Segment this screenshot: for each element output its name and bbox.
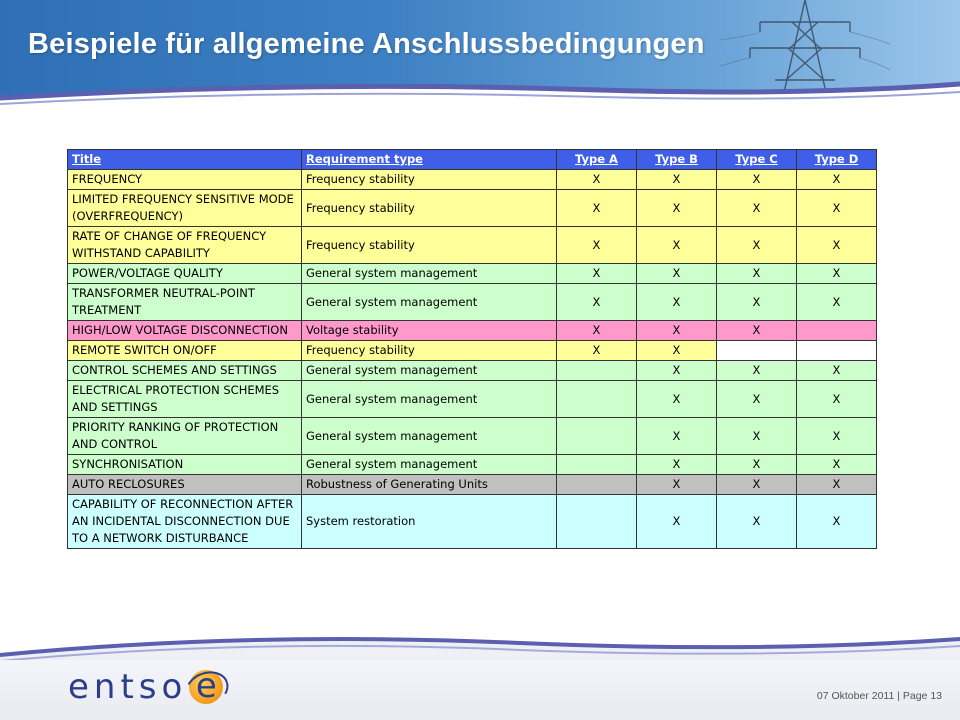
- row-type-b: X: [637, 418, 717, 455]
- table-row: [68, 418, 877, 455]
- row-title: TRANSFORMER NEUTRAL-POINT TREATMENT: [68, 284, 302, 321]
- row-type-d: X: [797, 381, 877, 418]
- row-type-a: X: [557, 227, 637, 264]
- row-type-c: X: [717, 361, 797, 381]
- row-type-b: X: [637, 264, 717, 284]
- row-title: SYNCHRONISATION: [68, 455, 302, 475]
- header-type-c: Type C: [717, 150, 797, 170]
- table-row: [68, 190, 877, 227]
- row-title: HIGH/LOW VOLTAGE DISCONNECTION: [68, 321, 302, 341]
- row-type-c: X: [717, 227, 797, 264]
- table-row: [68, 361, 877, 381]
- row-title: ELECTRICAL PROTECTION SCHEMES AND SETTINGS: [68, 381, 302, 418]
- row-type-d: X: [797, 284, 877, 321]
- table-row: [68, 455, 877, 475]
- row-type-a: [557, 381, 637, 418]
- row-title: REMOTE SWITCH ON/OFF: [68, 341, 302, 361]
- row-requirement: Frequency stability: [302, 190, 557, 227]
- row-type-b: X: [637, 495, 717, 549]
- table-row: [68, 264, 877, 284]
- row-type-d: X: [797, 495, 877, 549]
- row-requirement: General system management: [302, 418, 557, 455]
- row-type-b: X: [637, 170, 717, 190]
- requirements-table: [67, 149, 877, 549]
- row-requirement: General system management: [302, 264, 557, 284]
- row-requirement: General system management: [302, 455, 557, 475]
- row-type-a: [557, 475, 637, 495]
- table-row: [68, 321, 877, 341]
- header-type-d: Type D: [797, 150, 877, 170]
- row-requirement: System restoration: [302, 495, 557, 549]
- row-title: CAPABILITY OF RECONNECTION AFTER AN INCIDENTAL DISCONNECTION DUE TO A NETWORK DISTURBANCE: [68, 495, 302, 549]
- footer-date-page: 07 Oktober 2011 | Page 13: [816, 690, 942, 702]
- slide-header: [0, 0, 960, 110]
- row-requirement: General system management: [302, 284, 557, 321]
- table-row: [68, 381, 877, 418]
- row-type-d: X: [797, 190, 877, 227]
- table-row: [68, 495, 877, 549]
- row-type-b: X: [637, 361, 717, 381]
- row-title: RATE OF CHANGE OF FREQUENCY WITHSTAND CAPABILITY: [68, 227, 302, 264]
- row-type-c: [717, 341, 797, 361]
- entsoe-logo: [68, 665, 223, 709]
- table-row: [68, 341, 877, 361]
- slide-content: [0, 118, 960, 638]
- table-header-row: [68, 150, 877, 170]
- row-type-a: [557, 418, 637, 455]
- row-type-c: X: [717, 170, 797, 190]
- row-type-b: X: [637, 190, 717, 227]
- row-title: POWER/VOLTAGE QUALITY: [68, 264, 302, 284]
- row-type-b: X: [637, 284, 717, 321]
- row-type-a: [557, 495, 637, 549]
- table-row: [68, 170, 877, 190]
- row-title: AUTO RECLOSURES: [68, 475, 302, 495]
- header-requirement-type: Requirement type: [302, 150, 557, 170]
- row-type-c: X: [717, 475, 797, 495]
- table-row: [68, 227, 877, 264]
- row-type-b: X: [637, 227, 717, 264]
- row-title: FREQUENCY: [68, 170, 302, 190]
- row-requirement: Robustness of Generating Units: [302, 475, 557, 495]
- row-type-a: [557, 361, 637, 381]
- row-type-b: X: [637, 381, 717, 418]
- row-type-c: X: [717, 495, 797, 549]
- header-type-a: Type A: [557, 150, 637, 170]
- slide-title: Beispiele für allgemeine Anschlussbedingungen: [28, 28, 705, 60]
- row-type-b: X: [637, 341, 717, 361]
- row-type-a: [557, 455, 637, 475]
- row-type-d: X: [797, 227, 877, 264]
- row-title: CONTROL SCHEMES AND SETTINGS: [68, 361, 302, 381]
- row-type-d: X: [797, 361, 877, 381]
- row-type-b: X: [637, 321, 717, 341]
- row-requirement: Voltage stability: [302, 321, 557, 341]
- logo-e-icon: e: [189, 670, 223, 704]
- row-type-c: X: [717, 455, 797, 475]
- row-type-c: X: [717, 381, 797, 418]
- row-type-d: X: [797, 455, 877, 475]
- row-type-c: X: [717, 264, 797, 284]
- header-swoosh: [0, 80, 960, 110]
- row-requirement: Frequency stability: [302, 227, 557, 264]
- row-type-d: X: [797, 264, 877, 284]
- row-type-a: X: [557, 190, 637, 227]
- row-title: PRIORITY RANKING OF PROTECTION AND CONTROL: [68, 418, 302, 455]
- header-type-b: Type B: [637, 150, 717, 170]
- row-requirement: General system management: [302, 381, 557, 418]
- logo-text: entso: [68, 667, 188, 707]
- row-type-d: [797, 321, 877, 341]
- row-type-c: X: [717, 418, 797, 455]
- row-type-c: X: [717, 284, 797, 321]
- header-title: Title: [68, 150, 302, 170]
- row-requirement: Frequency stability: [302, 170, 557, 190]
- row-requirement: Frequency stability: [302, 341, 557, 361]
- row-type-c: X: [717, 321, 797, 341]
- row-type-a: X: [557, 264, 637, 284]
- row-type-a: X: [557, 341, 637, 361]
- row-type-a: X: [557, 284, 637, 321]
- row-type-b: X: [637, 475, 717, 495]
- row-type-a: X: [557, 170, 637, 190]
- row-title: LIMITED FREQUENCY SENSITIVE MODE (OVERFREQUENCY): [68, 190, 302, 227]
- row-type-b: X: [637, 455, 717, 475]
- table-row: [68, 475, 877, 495]
- row-type-d: [797, 341, 877, 361]
- row-type-d: X: [797, 475, 877, 495]
- row-requirement: General system management: [302, 361, 557, 381]
- table-row: [68, 284, 877, 321]
- row-type-a: X: [557, 321, 637, 341]
- row-type-c: X: [717, 190, 797, 227]
- row-type-d: X: [797, 418, 877, 455]
- row-type-d: X: [797, 170, 877, 190]
